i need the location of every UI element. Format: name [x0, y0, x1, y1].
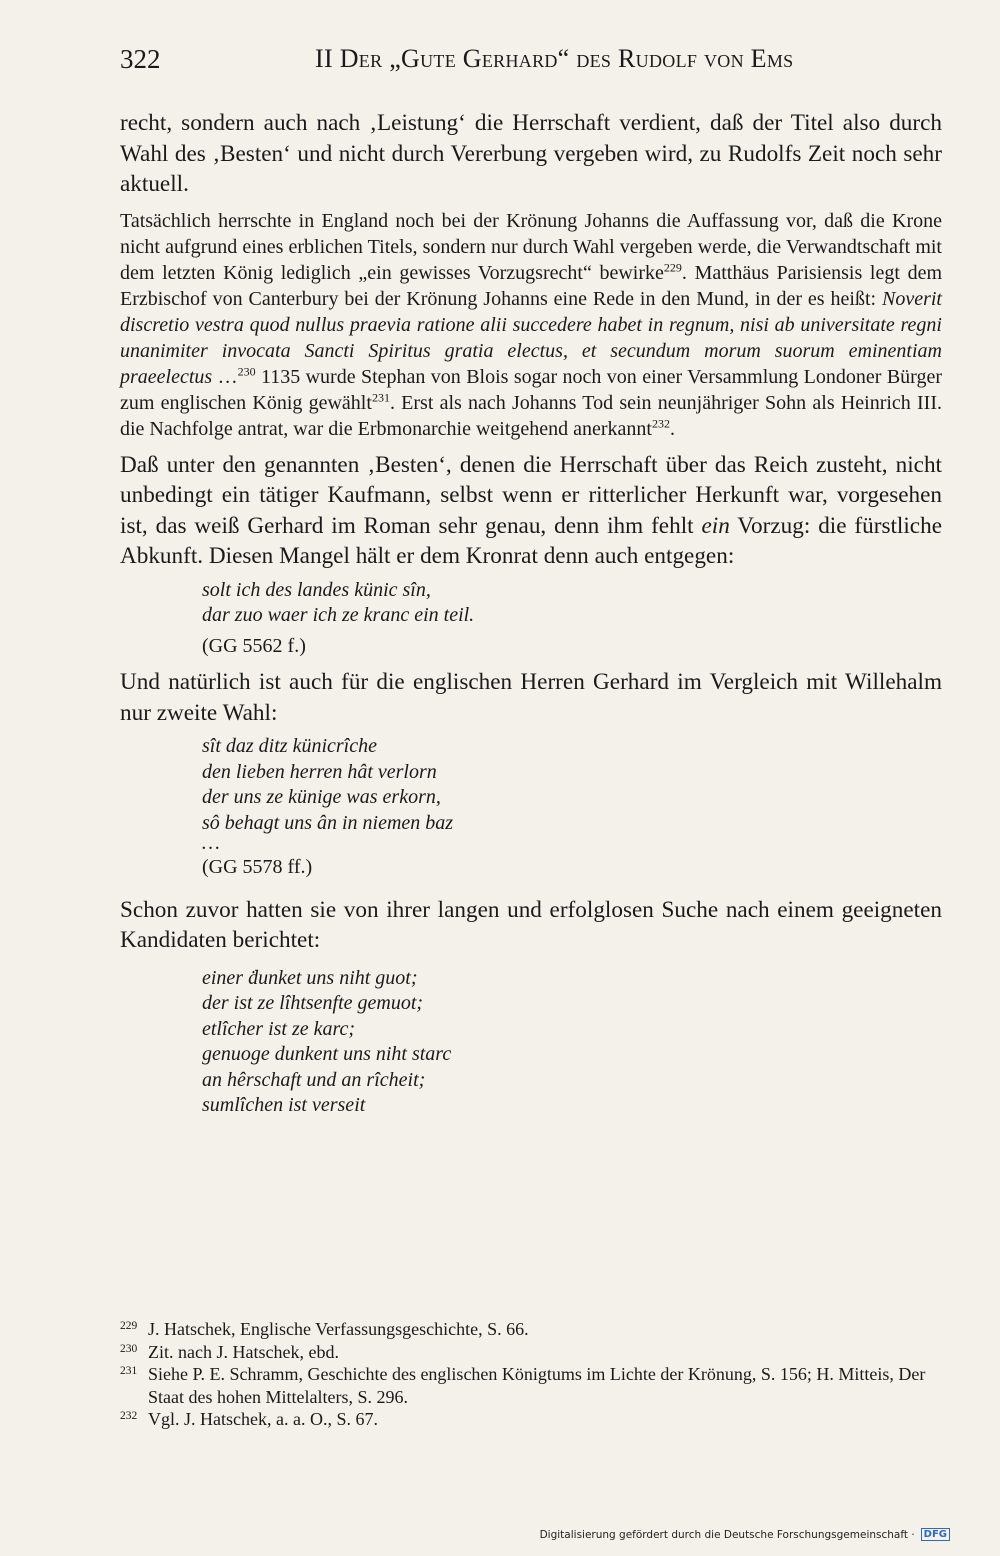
footnote-ref-230[interactable]: 230 [237, 363, 256, 378]
digitization-footer [540, 1528, 950, 1541]
verse-line: dar zuo waer ich ze kranc ein teil. [202, 604, 475, 626]
verse-reference: (GG 5578 ff.) [202, 856, 313, 878]
p2-text-d: 1135 wurde Stephan von Blois sogar noch von einer Versammlung Londoner Bürger zum englischen König gewählt [120, 365, 942, 414]
verse-line: solt ich des landes künic sîn, [202, 578, 431, 601]
footer-text: Digitalisierung gefördert durch die Deutsche Forschungsgemeinschaft · [539, 1528, 915, 1541]
verse-line: sô behagt uns ân in niemen baz [202, 811, 454, 834]
footnote-230 [120, 1341, 942, 1364]
footnote-ref-231[interactable]: 231 [371, 389, 390, 404]
footnote-229 [120, 1318, 942, 1341]
footnote-number: 232 [120, 1410, 138, 1422]
footnote-text: Siehe P. E. Schramm, Geschichte des englischen Königtums im Lichte der Krönung, S. 156; H. Mitteis, Der Staat des hohen Mittelalters, S. 296. [148, 1364, 926, 1407]
p2-text-e: . Erst als nach Johanns Tod sein neunjähriger Sohn als Heinrich III. die Nachfolge antrat, war die Erbmonarchie weitgehend anerkannt [120, 391, 942, 440]
footnote-number: 230 [120, 1342, 138, 1355]
footnotes [120, 1318, 942, 1431]
p2-text-b: . Matthäus Parisiensis legt dem Erzbischof von Canterbury bei der Krönung Johanns eine Rede in den Mund, in der es heißt: [120, 261, 942, 310]
main-text [120, 108, 942, 1119]
p3-text-a: Daß unter den genannten ‚Besten‘, denen die Herrschaft über das Reich zusteht, nicht unbedingt ein tätiger Kaufmann, selbst wenn er ritterlicher Herkunft war, vorgesehen ist, das weiß Gerhard im Roman sehr genau, denn ihm fehlt [120, 451, 942, 539]
p2-text-a: Tatsächlich herrschte in England noch bei der Krönung Johanns die Auffassung vor, daß die Krone nicht aufgrund eines erblichen Titels, sondern nur durch Wahl vergeben werde, die Verwandtschaft mit dem letzten König lediglich „ein gewisses Vorzugsrecht“ bewirke [120, 209, 942, 284]
p2-text-c: … [212, 365, 238, 388]
running-title-text: Der „Gute Gerhard“ des Rudolf von Ems [339, 44, 794, 73]
footnote-232 [120, 1408, 942, 1431]
running-title-prefix: II [315, 44, 340, 73]
verse-line: der uns ze künige was erkorn, [202, 786, 441, 808]
verse-quote-1 [202, 578, 942, 660]
verse-quote-3 [202, 966, 942, 1119]
footnote-text: J. Hatschek, Englische Verfassungsgeschichte, S. 66. [148, 1319, 529, 1339]
paragraph-1: recht, sondern auch nach ‚Leistung‘ die Herrschaft verdient, daß der Titel also durch Wahl des ‚Besten‘ und nicht durch Vererbung vergeben wird, zu Rudolfs Zeit noch sehr aktuell. [120, 110, 942, 197]
verse-reference: (GG 5562 f.) [202, 634, 306, 657]
paragraph-3 [120, 450, 942, 572]
footnote-text: Vgl. J. Hatschek, a. a. O., S. 67. [148, 1409, 378, 1429]
page-header [120, 44, 940, 84]
verse-line: einer ḋunket uns niht guot; [202, 966, 418, 989]
footnote-ref-229[interactable]: 229 [663, 259, 682, 274]
verse-line: der ist ze lîhtsenfte gemuot; [202, 992, 424, 1014]
paragraph-2 [120, 208, 942, 442]
verse-line: sumlîchen ist verseit [202, 1094, 366, 1116]
p2-text-f: . [669, 417, 675, 440]
p3-emphasis: ein [701, 512, 730, 539]
latin-quote: Noverit discretio vestra quod nullus praevia ratione alii succedere habet in regnum, nisi ab universitate regni unanimiter invocata Sancti Spiritus gratia electus, et secundum morum suorum eminentiam praeelectus [120, 287, 942, 388]
verse-line: etlîcher ist ze karc; [202, 1017, 356, 1040]
verse-line: sît daz ditz künicrîche [202, 735, 377, 757]
verse-line: genuoge dunkent uns niht starc [202, 1043, 452, 1065]
dfg-logo: DFG [921, 1528, 950, 1541]
footnote-ref-232[interactable]: 232 [651, 415, 670, 430]
verse-line: den lieben herren hât verlorn [202, 760, 437, 783]
running-title [315, 44, 793, 74]
footnote-number: 229 [120, 1320, 138, 1332]
page-number: 322 [120, 44, 161, 74]
verse-ellipsis: … [202, 832, 220, 854]
footnote-text: Zit. nach J. Hatschek, ebd. [148, 1341, 339, 1362]
footnote-number: 231 [120, 1365, 138, 1377]
p3-text-b: Vorzug: die fürstliche Abkunft. Diesen Mangel hält er dem Kronrat denn auch entgegen: [120, 512, 942, 569]
footnote-231 [120, 1363, 942, 1408]
verse-line: an hêrschaft und an rîcheit; [202, 1068, 426, 1091]
paragraph-5: Schon zuvor hatten sie von ihrer langen und erfolglosen Suche nach einem geeigneten Kandidaten berichtet: [120, 896, 942, 953]
paragraph-4: Und natürlich ist auch für die englischen Herren Gerhard im Vergleich mit Willehalm nur zweite Wahl: [120, 669, 942, 726]
verse-quote-2 [202, 734, 942, 881]
